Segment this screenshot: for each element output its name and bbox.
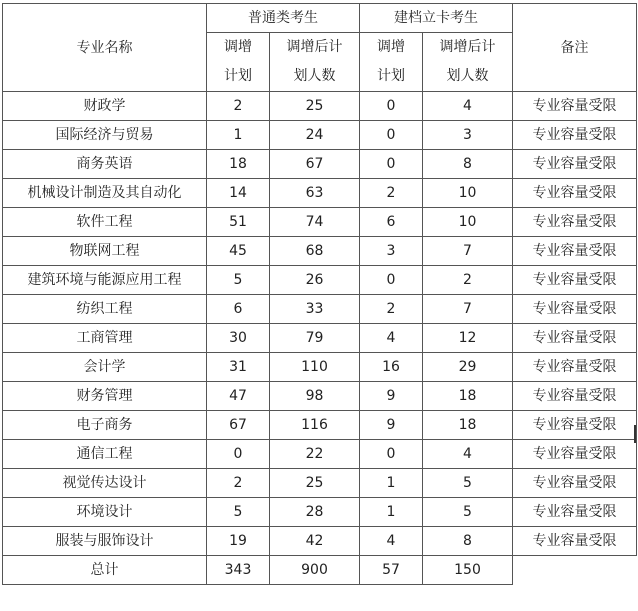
table-row bbox=[3, 469, 637, 498]
cell-general-total: 68 bbox=[270, 237, 360, 266]
header-group-general: 普通类考生 bbox=[207, 4, 360, 33]
cell-card-total: 5 bbox=[423, 498, 513, 527]
cell-major: 物联网工程 bbox=[3, 237, 207, 266]
cell-major: 通信工程 bbox=[3, 440, 207, 469]
cell-card-increase: 2 bbox=[360, 179, 423, 208]
cell-note: 专业容量受限 bbox=[513, 411, 637, 440]
cell-general-total: 42 bbox=[270, 527, 360, 556]
cell-card-total: 3 bbox=[423, 121, 513, 150]
cell-card-increase: 0 bbox=[360, 121, 423, 150]
cell-card-total: 4 bbox=[423, 440, 513, 469]
cell-general-increase: 47 bbox=[207, 382, 270, 411]
cell-general-increase: 30 bbox=[207, 324, 270, 353]
total-general-total: 900 bbox=[270, 556, 360, 585]
enrollment-adjustment-table bbox=[2, 3, 637, 585]
cell-card-increase: 9 bbox=[360, 382, 423, 411]
cell-card-increase: 1 bbox=[360, 498, 423, 527]
header-group-card: 建档立卡考生 bbox=[360, 4, 513, 33]
cell-major: 电子商务 bbox=[3, 411, 207, 440]
total-card-increase: 57 bbox=[360, 556, 423, 585]
cell-general-increase: 5 bbox=[207, 498, 270, 527]
cell-card-total: 2 bbox=[423, 266, 513, 295]
cell-general-increase: 18 bbox=[207, 150, 270, 179]
cell-card-total: 12 bbox=[423, 324, 513, 353]
cell-note: 专业容量受限 bbox=[513, 237, 637, 266]
table-row bbox=[3, 440, 637, 469]
cell-card-increase: 2 bbox=[360, 295, 423, 324]
cell-general-total: 22 bbox=[270, 440, 360, 469]
cell-card-total: 7 bbox=[423, 237, 513, 266]
table-row bbox=[3, 237, 637, 266]
cell-general-total: 98 bbox=[270, 382, 360, 411]
cell-general-increase: 2 bbox=[207, 92, 270, 121]
cell-card-increase: 4 bbox=[360, 527, 423, 556]
table-row bbox=[3, 324, 637, 353]
cell-note: 专业容量受限 bbox=[513, 527, 637, 556]
cell-card-increase: 0 bbox=[360, 266, 423, 295]
cell-note: 专业容量受限 bbox=[513, 498, 637, 527]
cell-card-total: 29 bbox=[423, 353, 513, 382]
table-row bbox=[3, 179, 637, 208]
cell-general-total: 26 bbox=[270, 266, 360, 295]
cell-major: 机械设计制造及其自动化 bbox=[3, 179, 207, 208]
cell-general-increase: 31 bbox=[207, 353, 270, 382]
cell-general-increase: 14 bbox=[207, 179, 270, 208]
cell-note: 专业容量受限 bbox=[513, 266, 637, 295]
cell-card-increase: 6 bbox=[360, 208, 423, 237]
cell-general-increase: 51 bbox=[207, 208, 270, 237]
cell-note: 专业容量受限 bbox=[513, 469, 637, 498]
cell-general-total: 63 bbox=[270, 179, 360, 208]
table-row bbox=[3, 266, 637, 295]
table-row bbox=[3, 121, 637, 150]
table-row bbox=[3, 498, 637, 527]
cell-card-increase: 1 bbox=[360, 469, 423, 498]
cell-general-total: 33 bbox=[270, 295, 360, 324]
cell-card-total: 10 bbox=[423, 179, 513, 208]
cell-note: 专业容量受限 bbox=[513, 440, 637, 469]
table-row bbox=[3, 527, 637, 556]
cell-general-total: 28 bbox=[270, 498, 360, 527]
total-label: 总计 bbox=[3, 556, 207, 585]
cell-card-increase: 4 bbox=[360, 324, 423, 353]
table-row bbox=[3, 208, 637, 237]
cell-card-total: 18 bbox=[423, 411, 513, 440]
header-general-increase-line2: 计划 bbox=[224, 68, 252, 84]
cell-general-increase: 67 bbox=[207, 411, 270, 440]
cell-note: 专业容量受限 bbox=[513, 208, 637, 237]
cell-card-increase: 16 bbox=[360, 353, 423, 382]
header-note: 备注 bbox=[513, 4, 637, 92]
cell-general-increase: 2 bbox=[207, 469, 270, 498]
edge-mark bbox=[634, 425, 636, 443]
total-note bbox=[513, 556, 637, 585]
cell-major: 工商管理 bbox=[3, 324, 207, 353]
cell-general-increase: 5 bbox=[207, 266, 270, 295]
cell-card-total: 8 bbox=[423, 150, 513, 179]
cell-note: 专业容量受限 bbox=[513, 324, 637, 353]
header-card-after-line2: 划人数 bbox=[446, 68, 489, 84]
table-row bbox=[3, 150, 637, 179]
cell-note: 专业容量受限 bbox=[513, 92, 637, 121]
total-general-increase: 343 bbox=[207, 556, 270, 585]
total-row bbox=[3, 556, 637, 585]
cell-card-increase: 9 bbox=[360, 411, 423, 440]
table-row bbox=[3, 353, 637, 382]
header-card-increase-line2: 计划 bbox=[377, 68, 405, 84]
cell-note: 专业容量受限 bbox=[513, 382, 637, 411]
cell-major: 纺织工程 bbox=[3, 295, 207, 324]
table-row bbox=[3, 92, 637, 121]
cell-note: 专业容量受限 bbox=[513, 353, 637, 382]
cell-general-total: 79 bbox=[270, 324, 360, 353]
cell-card-total: 4 bbox=[423, 92, 513, 121]
cell-general-total: 74 bbox=[270, 208, 360, 237]
cell-card-total: 5 bbox=[423, 469, 513, 498]
total-card-total: 150 bbox=[423, 556, 513, 585]
cell-major: 服装与服饰设计 bbox=[3, 527, 207, 556]
cell-major: 环境设计 bbox=[3, 498, 207, 527]
cell-general-total: 25 bbox=[270, 92, 360, 121]
header-general-after-line2: 划人数 bbox=[293, 68, 336, 84]
cell-major: 建筑环境与能源应用工程 bbox=[3, 266, 207, 295]
cell-card-increase: 0 bbox=[360, 92, 423, 121]
table-row bbox=[3, 411, 637, 440]
header-card-after bbox=[423, 33, 513, 92]
header-card-after-line1: 调增后计 bbox=[439, 39, 496, 55]
cell-major: 视觉传达设计 bbox=[3, 469, 207, 498]
cell-major: 国际经济与贸易 bbox=[3, 121, 207, 150]
cell-general-increase: 6 bbox=[207, 295, 270, 324]
cell-card-total: 18 bbox=[423, 382, 513, 411]
header-general-after bbox=[270, 33, 360, 92]
cell-major: 会计学 bbox=[3, 353, 207, 382]
cell-general-increase: 45 bbox=[207, 237, 270, 266]
cell-card-increase: 3 bbox=[360, 237, 423, 266]
cell-card-total: 7 bbox=[423, 295, 513, 324]
header-card-increase bbox=[360, 33, 423, 92]
header-major: 专业名称 bbox=[3, 4, 207, 92]
table-row bbox=[3, 382, 637, 411]
cell-card-total: 8 bbox=[423, 527, 513, 556]
cell-note: 专业容量受限 bbox=[513, 295, 637, 324]
cell-general-increase: 1 bbox=[207, 121, 270, 150]
cell-note: 专业容量受限 bbox=[513, 179, 637, 208]
cell-note: 专业容量受限 bbox=[513, 121, 637, 150]
header-general-increase bbox=[207, 33, 270, 92]
cell-card-total: 10 bbox=[423, 208, 513, 237]
cell-general-total: 24 bbox=[270, 121, 360, 150]
cell-major: 财政学 bbox=[3, 92, 207, 121]
header-row-groups bbox=[3, 4, 637, 33]
cell-major: 软件工程 bbox=[3, 208, 207, 237]
cell-card-increase: 0 bbox=[360, 150, 423, 179]
cell-general-increase: 19 bbox=[207, 527, 270, 556]
table-row bbox=[3, 295, 637, 324]
cell-general-total: 116 bbox=[270, 411, 360, 440]
header-general-increase-line1: 调增 bbox=[224, 39, 252, 55]
header-general-after-line1: 调增后计 bbox=[286, 39, 343, 55]
header-card-increase-line1: 调增 bbox=[377, 39, 405, 55]
cell-general-total: 110 bbox=[270, 353, 360, 382]
cell-general-total: 25 bbox=[270, 469, 360, 498]
cell-general-total: 67 bbox=[270, 150, 360, 179]
cell-general-increase: 0 bbox=[207, 440, 270, 469]
cell-major: 财务管理 bbox=[3, 382, 207, 411]
cell-major: 商务英语 bbox=[3, 150, 207, 179]
cell-card-increase: 0 bbox=[360, 440, 423, 469]
cell-note: 专业容量受限 bbox=[513, 150, 637, 179]
